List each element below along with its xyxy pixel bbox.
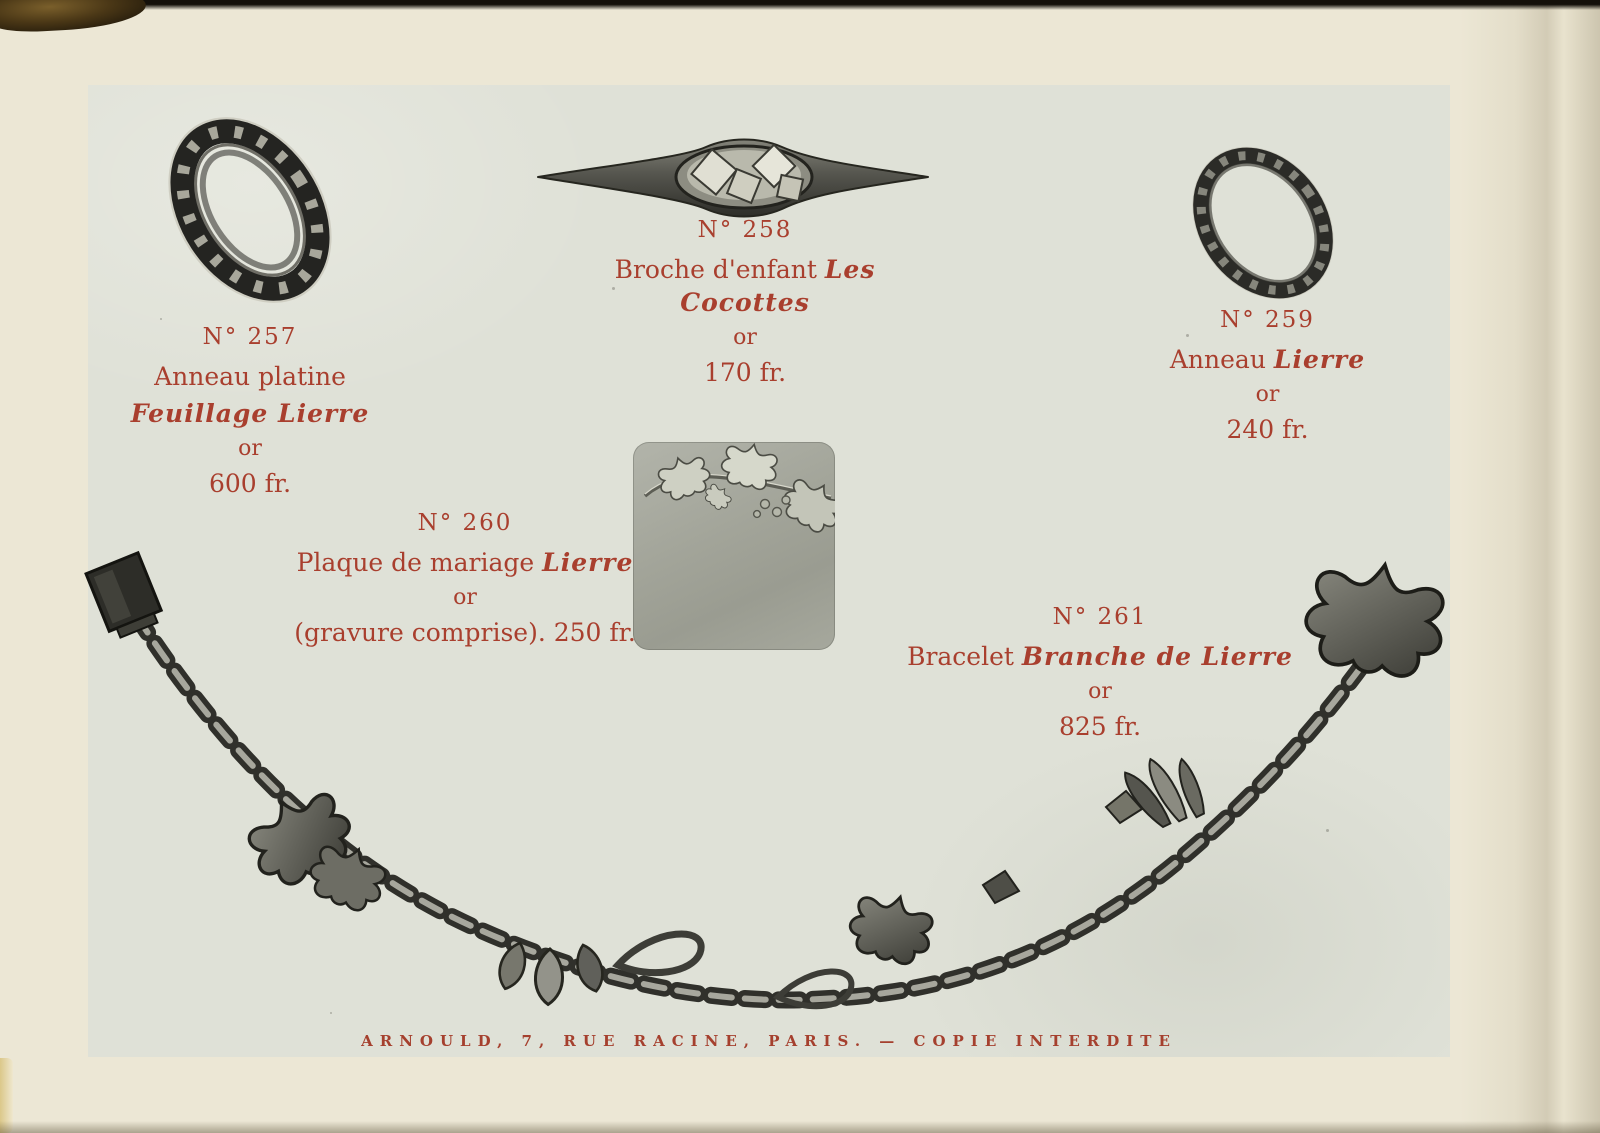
item-number: N° 260 [417, 510, 513, 536]
item-260-caption [290, 508, 640, 649]
item-price: 240 fr. [1226, 415, 1309, 445]
page-curl-shadow [1460, 0, 1600, 1133]
item-name: Anneau platine [154, 362, 346, 392]
item-price: (gravure comprise). 250 fr. [294, 618, 636, 648]
item-model-name: Les Cocottes [680, 255, 876, 318]
item-material: or [453, 585, 477, 611]
item-material: or [1088, 679, 1112, 705]
petal-cluster [494, 939, 608, 1005]
item-name: Anneau Lierre [1169, 345, 1366, 375]
item-258-caption [570, 215, 920, 389]
ivy-berries [754, 496, 790, 517]
ring-band [1178, 126, 1348, 321]
ivy-ring-photo [1178, 126, 1348, 321]
item-material: or [1255, 382, 1280, 408]
item-material: or [733, 325, 757, 351]
item-number: N° 257 [202, 324, 298, 350]
item-price: 170 fr. [703, 358, 787, 388]
item-model-name: Lierre [1273, 345, 1366, 375]
publisher-imprint: ARNOULD, 7, RUE RACINE, PARIS. — COPIE INTERDITE [361, 1032, 1177, 1050]
ring-band [158, 88, 343, 330]
page-bottom-shadow [0, 1121, 1600, 1133]
ivy-leaf [654, 442, 835, 538]
item-number: N° 258 [697, 217, 793, 243]
item-name: Broche d'enfant Les Cocottes [614, 255, 876, 318]
platinum-ivy-ring-photo [158, 85, 343, 330]
item-261-caption [905, 602, 1295, 743]
item-model-name: Lierre [542, 548, 634, 578]
item-price: 600 fr. [208, 469, 292, 499]
item-model-name: Feuillage Lierre [130, 399, 370, 429]
item-price: 825 fr. [1058, 712, 1142, 742]
item-name: Bracelet Branche de Lierre [907, 642, 1293, 672]
item-259-caption [1120, 305, 1415, 446]
item-number: N° 261 [1052, 604, 1148, 630]
item-number: N° 259 [1220, 307, 1315, 333]
item-name: Plaque de mariage Lierre [296, 548, 634, 578]
bud-ornament [983, 791, 1142, 903]
fan-leaf-branch [1118, 739, 1218, 842]
item-model-name: Branche de Lierre [1021, 642, 1293, 672]
book-top-edge [0, 0, 1600, 10]
item-257-caption [110, 322, 390, 500]
book-spine-corner [0, 0, 147, 34]
item-material: or [238, 436, 262, 462]
